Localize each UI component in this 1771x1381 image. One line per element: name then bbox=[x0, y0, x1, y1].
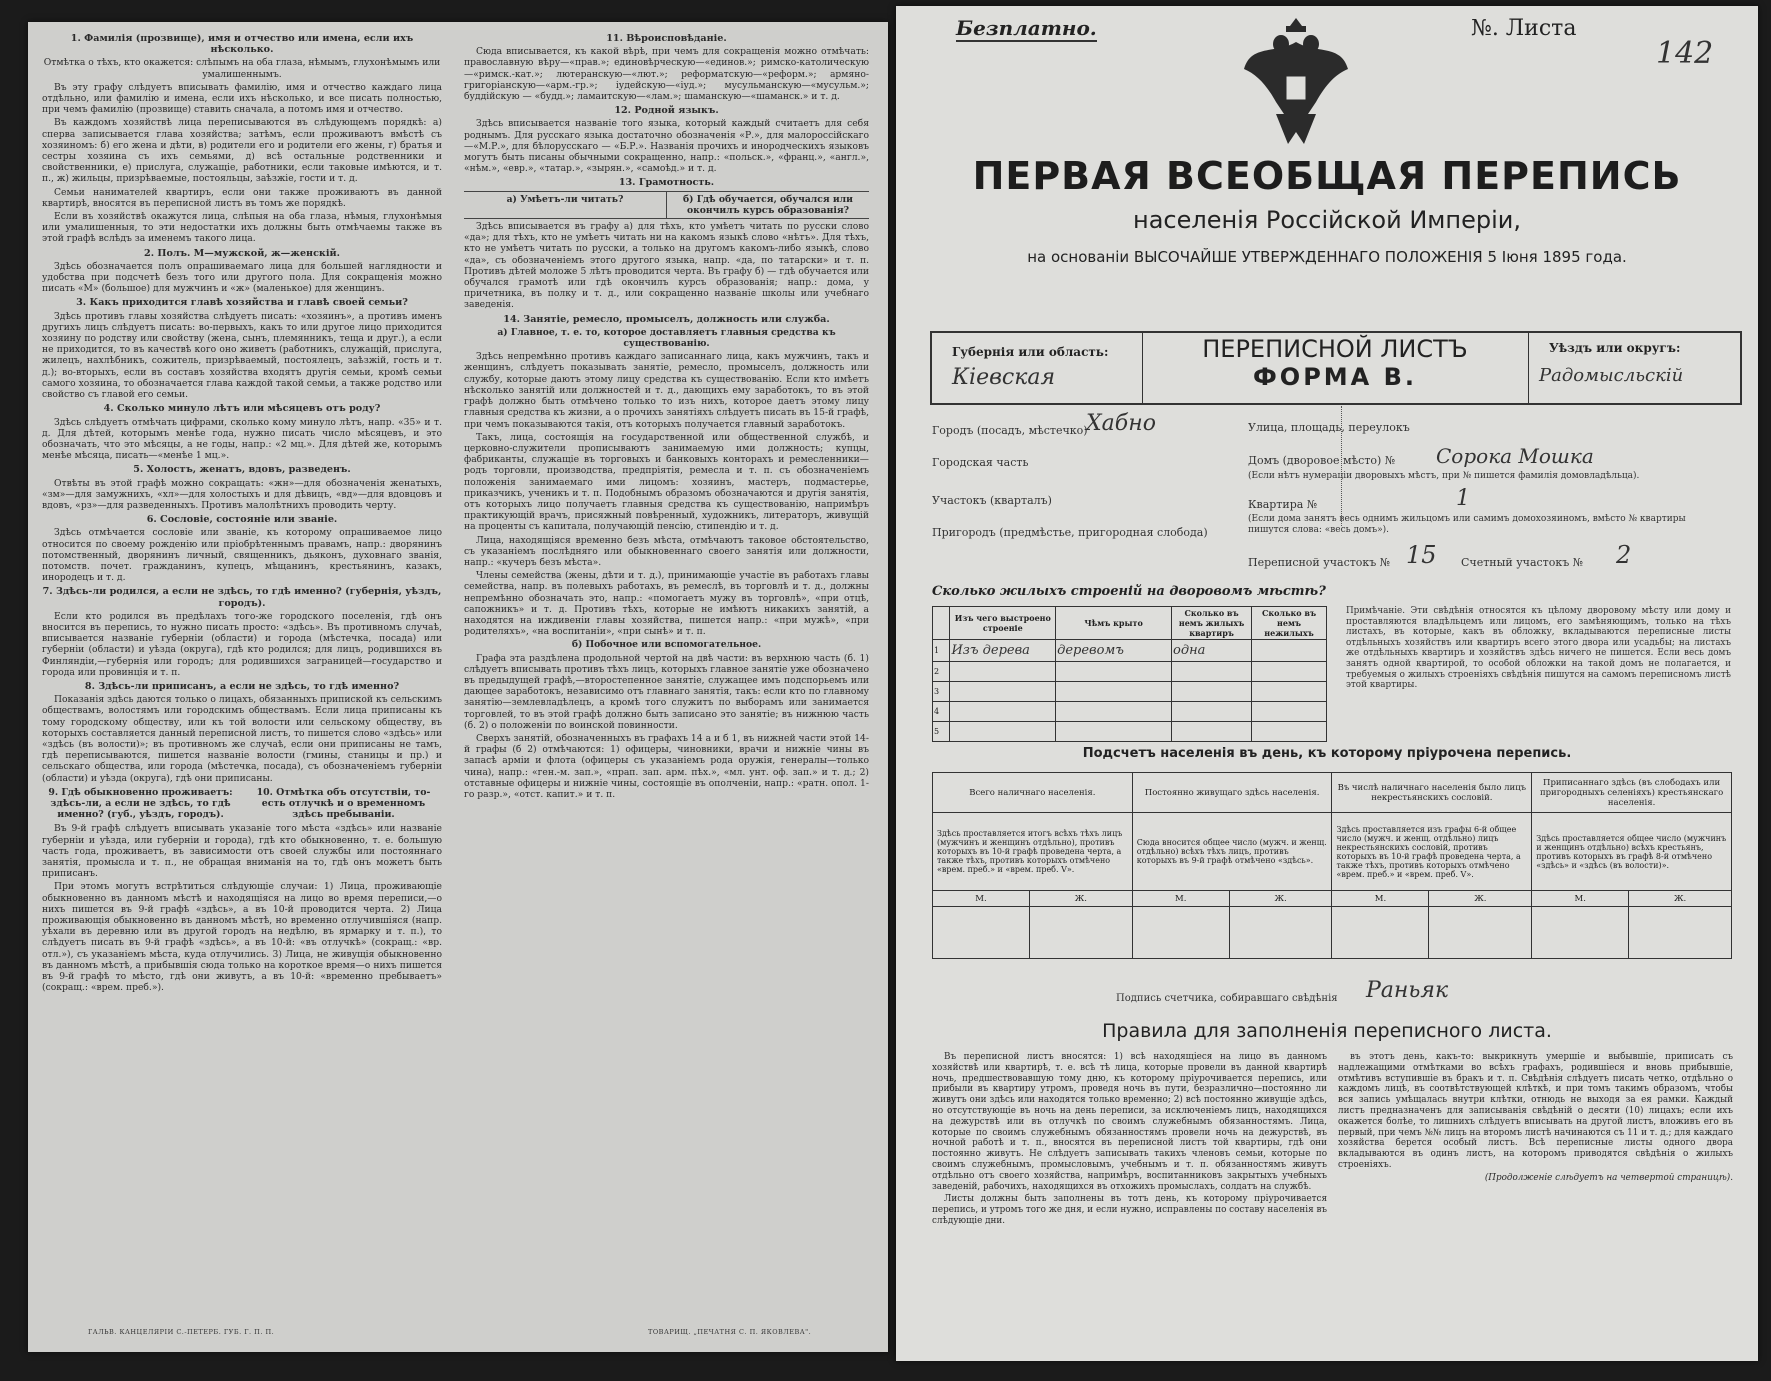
house-label: Домъ (дворовое мѣсто) № bbox=[1248, 454, 1396, 467]
paragraph: Здѣсь непремѣнно противъ каждаго записаннаго лица, какъ мужчинъ, такъ и женщинъ, слѣдуетъ показывать занятіе, ремесло, промыселъ, должность или службу, которые даютъ этому лицу средства къ существованію. Если кто имѣетъ нѣсколько занятій или должностей и т. д., дающихъ ему заработокъ, то въ этой графѣ должно быть отмѣчено только то изъ нихъ, которое даетъ этому лицу главныя средства къ жизни, а о прочихъ занятіяхъ слѣдуетъ писать въ 15-й графѣ, при чемъ показываются такія, отъ которыхъ получается главный заработокъ. bbox=[464, 351, 869, 430]
row-number: 3 bbox=[933, 682, 950, 702]
left-page-instructions bbox=[28, 22, 888, 1352]
paragraph: Если кто родился въ предѣлахъ того-же городского поселенія, гдѣ онъ вносится въ перепись, то нужно писать просто: «здѣсь». Въ противномъ случаѣ, вписывается названіе губерніи (области) и города (мѣстечка, посада) или губерніи (области) и уѣзда (округа), гдѣ кто родился; для лицъ, родившихся въ Финляндіи,—губернія или городъ; для родившихся заграницей—государство и города или провинція и т. п. bbox=[42, 610, 442, 678]
count-col-desc: Здѣсь проставляется общее число (мужчинъ и женщинъ отдѣльно) всѣхъ крестьянъ, противъ которыхъ въ графѣ 8-й отмѣчено «здѣсь» и «здѣсь (въ волости)». bbox=[1532, 813, 1732, 891]
count-title: Подсчетъ населенія въ день, къ которому пріурочена перепись. bbox=[1082, 746, 1572, 761]
female-header: Ж. bbox=[1429, 891, 1532, 907]
male-header: М. bbox=[1532, 891, 1629, 907]
street-label: Улица, площадь, переулокъ bbox=[1248, 421, 1410, 434]
buildings-note: Примѣчаніе. Эти свѣдѣнія относятся къ цѣлому дворовому мѣсту или дому и проставляются владѣльцемъ или лицомъ, его замѣняющимъ, только на тѣхъ листахъ, въ которые, какъ въ обложку, вкладываются переписные листы отдѣльныхъ хозяйствъ или квартиръ всего этого двора или усадьбы; на листахъ же отдѣльныхъ квартиръ и хозяйствъ здѣсь ничего не пишется. Если весь домъ занятъ одной квартирой, то особой обложки на такой домъ не полагается, и требуемыя о жилыхъ строеніяхъ свѣдѣнія пишутся на самомъ переписномъ листѣ этой квартиры. bbox=[1346, 606, 1731, 691]
section-heading: 14. Занятіе, ремесло, промыселъ, должность или служба. bbox=[503, 313, 830, 325]
male-header: М. bbox=[1132, 891, 1229, 907]
paragraph: Здѣсь отмѣчается сословіе или званіе, къ которому опрашиваемое лицо относится по своему рожденію или пріобрѣтеннымъ правамъ, напр.: дворянинъ потомственный, дворянинъ личный, священникъ, дьяконъ, духовнаго званія, потомств. почет. гражданинъ, купецъ, мѣщанинъ, крестьянинъ, казакъ, инородецъ и т. д. bbox=[42, 527, 442, 584]
section-heading: 3. Какъ приходится главѣ хозяйства и главѣ своей семьи? bbox=[76, 297, 408, 309]
table-row bbox=[933, 682, 1327, 702]
paragraph: Здѣсь вписывается въ графу а) для тѣхъ, кто умѣетъ читать по русски слово «да»; для тѣхъ, кто не умѣетъ читать ни на какомъ языкѣ слово «нѣтъ». Для тѣхъ, кто не умѣетъ читать по русски, а только на другомъ какомъ-либо языкѣ, слово «да», съ обозначеніемъ этого другого языка, напр. «да, по татарски» и т. п. Противъ дѣтей моложе 5 лѣтъ проводится черта. Въ графу б) — гдѣ обучается или обучался грамотѣ или гдѣ окончилъ курсъ образованія; напр.: дома, у причетника, въ полку и т. д., или сокращенно названіе школы или учебнаго заведенія. bbox=[464, 221, 869, 311]
count-district-value: 2 bbox=[1616, 541, 1632, 569]
printer-footer: ТОВАРИЩ. „ПЕЧАТНЯ С. П. ЯКОВЛЕВА". bbox=[648, 1328, 812, 1336]
row-number: 4 bbox=[933, 702, 950, 722]
buildings-col-header: Сколько въ немъ нежилыхъ bbox=[1252, 607, 1327, 640]
instructions-column-1 bbox=[42, 30, 442, 1320]
rules-title: Правила для заполненія переписного листа. bbox=[1102, 1020, 1552, 1042]
female-header: Ж. bbox=[1629, 891, 1732, 907]
buildings-table bbox=[932, 606, 1327, 742]
section-heading: 1. Фамилія (прозвище), имя и отчество или имена, если ихъ нѣсколько. bbox=[70, 33, 414, 56]
paragraph: Листы должны быть заполнены въ тотъ день, къ которому пріурочивается перепись, и утромъ того же дня, и если нужно, исправлены по составу населенія въ слѣдующіе дни. bbox=[932, 1194, 1327, 1226]
building-material: Изъ дерева bbox=[950, 640, 1056, 662]
sheet-number-label: №. Листа bbox=[1471, 16, 1577, 41]
count-col-header: Постоянно живущаго здѣсь населенія. bbox=[1132, 773, 1332, 813]
census-district-value: 15 bbox=[1406, 541, 1437, 569]
building-apartments: одна bbox=[1172, 640, 1252, 662]
apartment-value: 1 bbox=[1456, 486, 1470, 511]
continued-note: (Продолженіе слѣдуетъ на четвертой страницѣ). bbox=[1484, 1172, 1733, 1183]
city-label: Городъ (посадъ, мѣстечко) bbox=[932, 424, 1088, 437]
apartment-note: (Если дома занятъ весь однимъ жильцомъ или самимъ домохозяиномъ, вмѣсто № квартиры пишутся слова: «весь домъ»). bbox=[1248, 514, 1686, 535]
paragraph: Сюда вписывается, къ какой вѣрѣ, при чемъ для сокращенія можно отмѣчать: православную вѣру—«прав.»; единовѣрческую—«единов.»; римско-католическую—«римск.-кат.»; лютеранскую—«лют.»; реформатскую—«реформ.»; армяно-григоріанскую—«арм.-гр.»; іудейскую—«іуд.»; мусульманскую—«мусульм.»; буддійскую — «будд.»; ламаитскую—«лам.»; шаманскую—«шаманск.» и т. д. bbox=[464, 46, 869, 103]
paragraph: Здѣсь обозначается полъ опрашиваемаго лица для большей наглядности и удобства при подсчетѣ безъ того или другого пола. Для сокращенія можно писать «М» (большое) для мужчинъ и «ж» (маленькое) для женщинъ. bbox=[42, 260, 442, 295]
male-header: М. bbox=[933, 891, 1030, 907]
paragraph: При этомъ могутъ встрѣтиться слѣдующіе случаи: 1) Лица, проживающіе обыкновенно въ данномъ мѣстѣ и находящіяся на лицо во время переписи,—о нихъ пишется въ 9-й графѣ «здѣсь», а въ 10-й проводится черта. 2) Лица проживающія обыкновенно въ данномъ мѣстѣ, но временно отлучившіяся (напр. уѣхали въ деревню или въ другой городъ на недѣлю, въ ярмарку и т. п.), то слѣдуетъ писать въ 9-й графѣ «здѣсь», а въ 10-й: «въ отлучкѣ» (сокращ.: «вр. отл.»), съ указаніемъ мѣста, куда отлучились. 3) Лица, не живущія обыкновенно въ данномъ мѣстѣ, а прибывшія сюда только на короткое время—о нихъ пишется въ 9-й графѣ то мѣсто, гдѣ они живутъ, а въ 10-й: «временно пребываетъ» (сокращ.: «врем. преб.»). bbox=[42, 881, 442, 994]
count-col-header: Приписаннаго здѣсь (въ слободахъ или пригородныхъ селеніяхъ) крестьянскаго населенія. bbox=[1532, 773, 1732, 813]
paragraph: Въ 9-й графѣ слѣдуетъ вписывать указаніе того мѣста «здѣсь» или названіе губерніи и уѣзда, или губерніи и города), гдѣ кто обыкновенно, т. е. большую часть года, проживаетъ, въ зависимости отъ своей службы или постояннаго занятія, промысла и т. п., не обращая вниманія на то, гдѣ онъ можетъ быть приписанъ. bbox=[42, 823, 442, 880]
paragraph: Здѣсь слѣдуетъ отмѣчать цифрами, сколько кому минуло лѣтъ, напр. «35» и т. д. Для дѣтей, которымъ менѣе года, нужно писать число мѣсяцевъ, и это обозначать, что это мѣсяцы, а не годы, напр.: «2 мц.». Для дѣтей же, которымъ менѣе мѣсяца, писать—«менѣе 1 мц.». bbox=[42, 416, 442, 462]
suburb-label: Пригородъ (предмѣстье, пригородная слобода) bbox=[932, 526, 1208, 539]
paragraph: Семьи нанимателей квартиръ, если они также проживаютъ въ данной квартирѣ, вносятся въ переписной листъ въ томъ же порядкѣ. bbox=[42, 186, 442, 209]
city-value: Хабно bbox=[1086, 411, 1156, 436]
paragraph: Здѣсь противъ главы хозяйства слѣдуетъ писать: «хозяинъ», а противъ именъ другихъ лицъ слѣдуетъ писать: во-первыхъ, какъ то или другое лицо приходится хозяину по родству или свойству (жена, сынъ, племянникъ, теща и друг.), а если не приходится, то въ качествѣ кого оно живетъ (работникъ, служащій, прислуга, жилецъ, нахлѣбникъ, сожитель, призрѣваемый, постоялецъ, заѣзжій, гость и т. д.); во-вторыхъ, если въ составъ хозяйства входятъ другія семьи, кромѣ семьи самого хозяина, то обозначается глава каждой такой семьи, а также родство или свойство съ главой его семьи. bbox=[42, 310, 443, 401]
section-heading: 4. Сколько минуло лѣтъ или мѣсяцевъ отъ роду? bbox=[103, 403, 381, 415]
signature-label: Подпись счетчика, собиравшаго свѣдѣнія bbox=[1116, 993, 1338, 1004]
form-letter: ФОРМА В. bbox=[1252, 363, 1417, 391]
table-row bbox=[933, 702, 1327, 722]
buildings-col-header: Чѣмъ крыто bbox=[1056, 607, 1172, 640]
literacy-question-b: б) Гдѣ обучается, обучался или окончилъ курсъ образованія? bbox=[683, 193, 853, 216]
section-heading: 11. Вѣроисповѣданіе. bbox=[606, 33, 727, 44]
instructions-column-2 bbox=[464, 30, 869, 1320]
gubernia-value: Кіевская bbox=[952, 365, 1056, 390]
buildings-question: Сколько жилыхъ строеній на дворовомъ мѣстѣ? bbox=[932, 584, 1326, 599]
table-row bbox=[933, 662, 1327, 682]
buildings-col-header: Сколько въ немъ жилыхъ квартиръ bbox=[1172, 607, 1252, 640]
section-heading: 2. Полъ. М—мужской, ж—женскій. bbox=[144, 247, 340, 259]
paragraph: въ этотъ день, какъ-то: выкрикнуть умершіе и выбывшіе, приписать съ надлежащими отмѣтками во всѣхъ графахъ, родившіеся и вновь прибывшіе, отмѣтивъ вступившіе въ бракъ и т. п. Свѣдѣнія слѣдуетъ писать четко, отдѣльно о каждомъ лицѣ, въ соотвѣтствующей клѣткѣ, и при томъ такимъ образомъ, чтобы вся запись умѣщалась внутри клѣтки, отнюдь не выходя за ея рамки. Каждый листъ предназначенъ для записыванія свѣдѣній о десяти (10) лицахъ; если ихъ окажется болѣе, то лишнихъ слѣдуетъ вписывать на другой листъ, вложивъ его въ первый, при чемъ №№ лицъ на второмъ листѣ начинаются съ 11 и т. д.; для каждаго хозяйства берется особый листъ. Всѣ переписные листы одного двора вкладываются въ одинъ листъ, на которомъ приводятся свѣдѣнія о жилыхъ строеніяхъ. bbox=[1338, 1052, 1733, 1170]
rules-column-2 bbox=[1338, 1052, 1733, 1186]
right-page-census-form bbox=[896, 6, 1758, 1361]
count-col-desc: Здѣсь проставляется итогъ всѣхъ тѣхъ лицъ (мужчинъ и женщинъ отдѣльно), противъ которыхъ въ 10-й графѣ проведена черта, а также тѣхъ, противъ которыхъ отмѣчено «врем. преб.» и «врем. преб. V». bbox=[933, 813, 1133, 891]
count-col-header: Въ числѣ наличнаго населенія было лицъ некрестьянскихъ сословій. bbox=[1332, 773, 1532, 813]
free-label: Безплатно. bbox=[956, 16, 1097, 40]
city-part-label: Городская часть bbox=[932, 456, 1029, 469]
count-col-desc: Сюда вносится общее число (мужч. и женщ. отдѣльно) всѣхъ тѣхъ лицъ, противъ которыхъ въ 9-й графѣ отмѣчено «здѣсь». bbox=[1132, 813, 1332, 891]
female-header: Ж. bbox=[1229, 891, 1332, 907]
literacy-question-a: а) Умѣетъ-ли читать? bbox=[464, 192, 667, 218]
section-heading: 5. Холостъ, женатъ, вдовъ, разведенъ. bbox=[133, 464, 351, 476]
table-row bbox=[933, 640, 1327, 662]
form-main-title: ПЕРВАЯ ВСЕОБЩАЯ ПЕРЕПИСЬ bbox=[972, 154, 1682, 198]
census-district-label: Переписной участокъ № bbox=[1248, 556, 1391, 569]
section-heading: 7. Здѣсь-ли родился, а если не здѣсь, то гдѣ именно? (губернія, уѣздъ, городъ). bbox=[42, 586, 442, 609]
house-value: Сорока Мошка bbox=[1436, 444, 1594, 468]
table-row bbox=[933, 722, 1327, 742]
section-heading: 10. Отмѣтка объ отсутствіи, то-есть отлучкѣ и о временномъ здѣсь пребываніи. bbox=[256, 786, 431, 821]
form-basis: на основаніи ВЫСОЧАЙШЕ УТВЕРЖДЕННАГО ПОЛОЖЕНІЯ 5 Іюня 1895 года. bbox=[1027, 248, 1627, 266]
paragraph: Здѣсь вписывается названіе того языка, который каждый считаетъ для себя роднымъ. Для русскаго языка достаточно обозначенія «Р.», для малороссійскаго—«М.Р.», для бѣлорусскаго — «Б.Р.». Названія прочихъ и инородческихъ языковъ могутъ быть писаны обычными сокращенно, напр.: «польск.», «франц.», «англ.», «нѣм.», «евр.», «татар.», «зырян.», «самоѣд.» и т. д. bbox=[464, 118, 869, 175]
rules-column-1 bbox=[932, 1052, 1327, 1229]
gubernia-label: Губернія или область: bbox=[952, 345, 1109, 359]
female-header: Ж. bbox=[1029, 891, 1132, 907]
uezd-value: Радомысльскій bbox=[1539, 365, 1684, 386]
count-district-label: Счетный участокъ № bbox=[1461, 556, 1584, 569]
imperial-eagle-icon bbox=[1236, 14, 1356, 154]
buildings-col-header: Изъ чего выстроено строеніе bbox=[950, 607, 1056, 640]
form-title: ПЕРЕПИСНОЙ ЛИСТЪ bbox=[1202, 335, 1468, 363]
subsection-heading: а) Главное, т. е. то, которое доставляетъ главныя средства къ существованію. bbox=[497, 326, 836, 350]
row-number: 5 bbox=[933, 722, 950, 742]
subsection-heading: б) Побочное или вспомогательное. bbox=[571, 639, 762, 651]
paragraph: Въ эту графу слѣдуетъ вписывать фамилію, имя и отчество каждаго лица отдѣльно, или фамилію и имена, если ихъ нѣсколько, и все писать полностью, при чемъ фамилію (прозвище) ставить сначала, а потомъ имя и отчество. bbox=[42, 81, 442, 116]
section-heading: 12. Родной языкъ. bbox=[614, 105, 719, 117]
building-roof: деревомъ bbox=[1056, 640, 1172, 662]
count-col-desc: Здѣсь проставляется изъ графы 6-й общее число (мужч. и женщ. отдѣльно) лицъ некрестьянскихъ сословій, противъ которыхъ въ 10-й графѣ проведена черта, а также тѣхъ, противъ которыхъ отмѣчено «врем. преб.» и «врем. преб. V». bbox=[1332, 813, 1532, 891]
paragraph: Если въ хозяйствѣ окажутся лица, слѣпыя на оба глаза, нѣмыя, глухонѣмыя или умалишенныя, то эти недостатки ихъ должны быть отмѣчаемы также въ этой графѣ вслѣдъ за именемъ такого лица. bbox=[42, 211, 442, 245]
form-subtitle: населенія Россійской Имперіи, bbox=[1133, 206, 1521, 234]
paragraph: Показанія здѣсь даются только о лицахъ, обязанныхъ припиской къ сельскимъ обществамъ, волостямъ или городскимъ обществамъ. Если лица приписаны къ тому городскому обществу, или къ той волости или сельскому обществу, въ которыхъ составляется данный переписной листъ, то пишется слово «здѣсь» или «здѣсь (въ волости)»; въ противномъ же случаѣ, если они приписаны не тамъ, гдѣ переписываются, пишется названіе волости (гмины, станицы и пр.) и сельскаго общества, или города (мѣстечка, посада), съ обозначеніемъ губерніи (области) и уѣзда (округа), гдѣ они приписаны. bbox=[42, 694, 442, 784]
house-note: (Если нѣтъ нумераціи дворовыхъ мѣстъ, при № пишется фамилія домовладѣльца). bbox=[1248, 471, 1640, 481]
paragraph: Лица, находящіяся временно безъ мѣста, отмѣчаютъ таковое обстоятельство, съ указаніемъ послѣдняго или обыкновеннаго своего занятія или должности, напр.: «кучеръ безъ мѣста». bbox=[464, 534, 869, 568]
paragraph: Члены семейства (жены, дѣти и т. д.), принимающіе участіе въ работахъ главы семейства, напр. въ полевыхъ работахъ, въ ремеслѣ, въ торговлѣ и т. д., должны непремѣнно обозначать это, напр.: «помогаетъ мужу въ торговлѣ», «при отцѣ, сапожникъ» и т. д. Противъ тѣхъ, которые не имѣютъ никакихъ занятій, а находятся на иждивеніи главы хозяйства, пишется напр.: «при мужѣ», «при родителяхъ», «на воспитаніи», «при сынѣ» и т. п. bbox=[464, 570, 869, 638]
paragraph: Въ переписной листъ вносятся: 1) всѣ находящіеся на лицо въ данномъ хозяйствѣ или квартирѣ, т. е. всѣ тѣ лица, которые провели въ данной квартирѣ ночь, предшествовавшую тому дню, къ которому пріурочивается перепись, или прибыли въ квартиру утромъ, проведя ночь въ пути, безразлично—постоянно ли живутъ они здѣсь или находятся только временно; 2) всѣ постоянно живущіе здѣсь, но отсутствующіе въ ночь на день переписи, за исключеніемъ лицъ, находящихся на дежурствѣ или въ отлучкѣ по своимъ служебнымъ обязанностямъ. Лица, которые по своимъ служебнымъ обязанностямъ провели ночь на дежурствѣ, въ ночной работѣ и т. п., вносятся въ переписной листъ той квартиры, гдѣ они постоянно живутъ. Не слѣдуетъ записывать такихъ членовъ семьи, которые по своимъ служебнымъ, промысловымъ, учебнымъ и т. п. обязанностямъ живутъ отдѣльно отъ своего хозяйства, напримѣръ, воспитанниковъ закрытыхъ учебныхъ заведеній, рабочихъ, находящихся въ отхожихъ промыслахъ, солдатъ на службѣ. bbox=[932, 1052, 1327, 1192]
row-number: 2 bbox=[933, 662, 950, 682]
section-heading: 6. Сословіе, состояніе или званіе. bbox=[146, 514, 338, 526]
uezd-label: Уѣздъ или округъ: bbox=[1549, 341, 1681, 355]
district-label: Участокъ (кварталъ) bbox=[932, 494, 1052, 507]
section-heading: 8. Здѣсь-ли приписанъ, а если не здѣсь, то гдѣ именно? bbox=[84, 680, 400, 692]
form-header-box bbox=[930, 331, 1742, 405]
male-header: М. bbox=[1332, 891, 1429, 907]
paragraph: Сверхъ занятій, обозначенныхъ въ графахъ 14 а и б 1, въ нижней части этой 14-й графы (б 2) отмѣчаются: 1) офицеры, чиновники, врачи и нижніе чины въ запасѣ арміи и флота (офицеры съ указаніемъ рода оружія, генералы—только чина), напр.: «ген.-м. зап.», «прап. зап. арм. пѣх.», «мл. унт. оф. зап.» и т. д.; 2) отставные офицеры и нижніе чины, состоящіе въ ополченіи, напр.: «ратн. опол. 1-го разр.», «отст. капит.» и т. п. bbox=[464, 732, 869, 800]
sheet-number-value: 142 bbox=[1656, 36, 1714, 71]
count-col-header: Всего наличнаго населенія. bbox=[933, 773, 1133, 813]
paragraph: Такъ, лица, состоящія на государственной или общественной службѣ, и церковно-служители прописываютъ занимаемую ими должность; купцы, фабриканты, служащіе въ торговыхъ и банковыхъ конторахъ и ремесленники—родъ торговли, производства, предпріятія, ремесла и т. п. съ обозначеніемъ положенія занимаемаго ими лицомъ: хозяинъ, мастеръ, подмастерье, приказчикъ, ученикъ и т. п. Подобнымъ образомъ обозначаются и другія занятія, отъ которыхъ лицо получаетъ главныя средства къ существованію, напримѣръ практикующій врачъ, присяжный повѣренный, художникъ, литераторъ, живущій на проценты съ капитала, получающій пенсію, стипендію и т. д. bbox=[464, 431, 869, 533]
section-heading: 9. Гдѣ обыкновенно проживаетъ: здѣсь-ли, а если не здѣсь, то гдѣ именно? (губ., уѣздъ, городъ). bbox=[48, 786, 233, 821]
signature-value: Раньяк bbox=[1366, 978, 1449, 1003]
printer-footer: ГАЛЬВ. КАНЦЕЛЯРІИ С.-ПЕТЕРБ. ГУБ. Г. П. П. bbox=[88, 1328, 275, 1336]
section-heading: 13. Грамотность. bbox=[618, 177, 715, 189]
paragraph: Въ каждомъ хозяйствѣ лица переписываются въ слѣдующемъ порядкѣ: а) сперва записывается глава хозяйства; затѣмъ, если проживаютъ вмѣстѣ съ хозяиномъ: б) его жена и дѣти, в) родители его и родители его жены, г) братья и сестры хозяина съ ихъ семьями, д) всѣ остальные родственники и свойственники, е) прислуга, служащіе, работники, если таковые имѣются, и т. п., ж) жильцы, призрѣваемые, постояльцы, заѣзжіе, гости и т. д. bbox=[42, 117, 442, 185]
population-count-table bbox=[932, 772, 1732, 959]
row-number: 1 bbox=[933, 640, 950, 662]
apartment-label: Квартира № bbox=[1248, 498, 1318, 511]
section-note: Отмѣтка о тѣхъ, кто окажется: слѣпымъ на оба глаза, нѣмымъ, глухонѣмымъ или умалишеннымъ. bbox=[43, 57, 441, 80]
paragraph: Отвѣты въ этой графѣ можно сокращать: «жн»—для обозначенія женатыхъ, «зм»—для замужнихъ, «хл»—для холостыхъ и для дѣвицъ, «вд»—для вдовцовъ и вдовъ, «рз»—для разведенныхъ. Противъ малолѣтнихъ проводить черту. bbox=[42, 477, 442, 511]
paragraph: Графа эта раздѣлена продольной чертой на двѣ части: въ верхнюю часть (б. 1) слѣдуетъ вписывать противъ тѣхъ лицъ, которыхъ главное занятіе уже обозначено въ предыдущей графѣ,—второстепенное занятіе, служащее имъ подспорьемъ или дающее заработокъ, независимо отъ главнаго занятія, такъ: если кто по главному занятію—землевладѣлецъ, а кромѣ того служитъ по выборамъ или занимается торговлей, то въ этой графѣ должно быть записано это занятіе; въ нижнюю часть (б. 2) о положеніи по воинской повинности. bbox=[464, 652, 869, 731]
